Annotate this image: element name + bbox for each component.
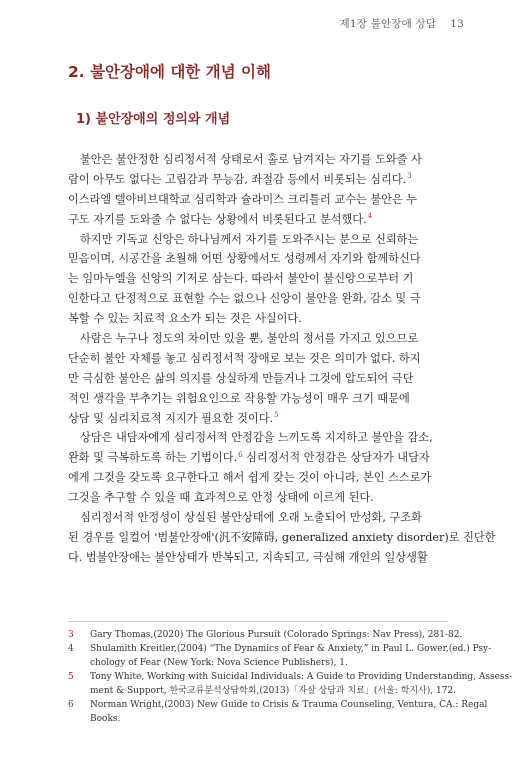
text-line: 된 경우를 일컬어 '범불안장애'(汎不安障碍, generalized anxiety disorder)로 진단한	[68, 530, 496, 544]
footnote-number: 3	[68, 630, 74, 640]
text-line: 그것을 추구할 수 있을 때 효과적으로 안정 상태에 이르게 된다.	[68, 491, 374, 505]
footnote-ref: 5	[274, 410, 279, 419]
text-line: 사람은 누구나 정도의 차이만 있을 뿐, 불안의 정서를 가지고 있으므로	[80, 332, 419, 346]
footnote-ref: 4	[367, 211, 373, 220]
text-line: 는 임마누엘을 신앙의 기저로 삼는다. 따라서 불안이 불신앙으로부터 기	[68, 272, 414, 286]
text-line: 상담 및 심리치료적 지지가 필요한 것이다.$^5$	[68, 410, 279, 425]
text-line: 에게 그것을 갖도록 요구한다고 해서 쉽게 갖는 것이 아니라, 본인 스스로가	[68, 471, 432, 485]
text-line: 완화 및 극복하도록 하는 기법이다.$^6$ 심리정서적 안정감은 상담자가 내담자	[68, 450, 430, 465]
footnote	[68, 670, 512, 698]
text-line: 람이 아무도 없다는 고립감과 무능감, 좌절감 등에서 비롯되는 심리다.$^3$	[68, 172, 412, 186]
footnote-divider	[68, 621, 448, 622]
text-line: 만 극심한 불안은 삶의 의지를 상실하게 만들거나 그것에 압도되어 극단	[68, 371, 414, 385]
footnote-number: 4	[68, 644, 74, 654]
running-head-chapter: 제1장 불안장애 상담	[339, 18, 437, 30]
body-text	[68, 150, 496, 568]
text-line: 불안은 불안정한 심리정서적 상태로서 홀로 남겨지는 자기를 도와줄 사	[80, 153, 422, 166]
text-line: 심리정서적 안정성이 상실된 불안상태에 오래 노출되어 만성화, 구조화	[80, 511, 422, 525]
text-line: 하지만 기독교 신앙은 하나님께서 자기를 도와주시는 분으로 신뢰하는	[80, 232, 419, 246]
text-line: 복할 수 있는 치료적 요소가 되는 것은 사실이다.	[68, 312, 302, 326]
footnote-text: Shulamith Kreitler,(2004) “The Dynamics of Fear & Anxiety,” in Paul L. Gower,(ed.) Psy-	[90, 644, 492, 654]
page-number: 13	[450, 18, 464, 30]
footnote	[68, 628, 463, 642]
footnote-text: Norman Wright,(2003) New Guide to Crisis & Trauma Counseling, Ventura, CA.: Regal	[90, 700, 488, 710]
text-line: 적인 생각을 부추기는 위험요인으로 작용할 가능성이 매우 크기 때문에	[68, 391, 410, 405]
footnote-text: ment & Support, 한국교류분석상담학회,(2013)「자살 상담과 치료」(서울: 학지사), 172.	[90, 686, 457, 696]
text-line: 믿음이며, 시공간을 초월해 어떤 상황에서도 성령께서 자기와 함께하신다	[68, 252, 421, 266]
footnote-text: Tony White, Working with Suicidal Individuals: A Guide to Providing Understanding, Assess-	[90, 672, 512, 682]
footnote	[68, 642, 492, 670]
text-line: 인한다고 단정적으로 표현할 수는 없으나 신앙이 불안을 완화, 감소 및 극	[68, 292, 421, 306]
footnote	[68, 698, 488, 726]
footnotes	[68, 628, 512, 726]
text-line: 단순히 불안 자체를 놓고 심리정서적 장애로 보는 것은 의미가 없다. 하지	[68, 351, 421, 365]
text-line: 상담은 내담자에게 심리정서적 안정감을 느끼도록 지지하고 불안을 감소,	[80, 431, 433, 445]
text-line: 이스라엘 텔아비브대학교 심리학과 슐라미스 크리틀러 교수는 불안은 누	[68, 192, 418, 206]
subsection-heading: 1) 불안장애의 정의와 개념	[76, 112, 231, 127]
footnote-text: chology of Fear (New York: Nova Science Publishers), 1.	[90, 658, 348, 668]
footnote-number: 6	[68, 700, 74, 710]
text-line: 구도 자기를 도와줄 수 없다는 상황에서 비롯된다고 분석했다.$^4$	[68, 211, 373, 226]
text-line: 다. 범불안장애는 불안상태가 반복되고, 지속되고, 극심해 개인의 일상생활	[68, 550, 428, 564]
section-heading: 2. 불안장애에 대한 개념 이해	[68, 63, 271, 81]
footnote-text: Gary Thomas,(2020) The Glorious Pursuit (Colorado Springs: Nav Press), 281-82.	[90, 630, 463, 640]
footnote-number: 5	[68, 672, 74, 682]
footnote-ref: 6	[238, 450, 243, 459]
running-head	[340, 16, 464, 31]
footnote-text: Books.	[90, 714, 121, 724]
footnote-ref: 3	[407, 172, 412, 181]
